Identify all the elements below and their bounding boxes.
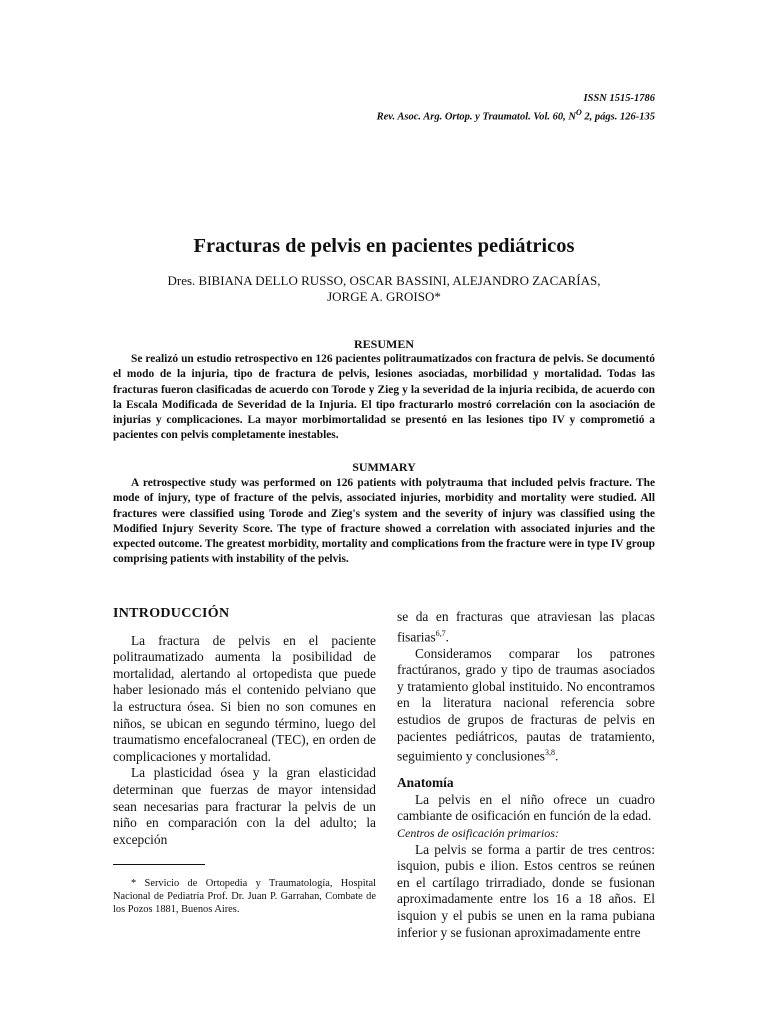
citation: 3,8 [545,748,556,758]
journal-reference: Rev. Asoc. Arg. Ortop. y Traumatol. Vol. 60, $N^O$ 2, págs. 126-135 [376,108,655,123]
footnote-divider [113,864,205,865]
authors [150,273,618,305]
citation: 6,7 [435,628,446,638]
issn: ISSN 1515-1786 [583,93,655,104]
left-column [113,606,376,848]
subheading-centros: Centros de osificación primarios: [397,826,559,841]
article-title: Fracturas de pelvis en pacientes pediátricos [193,235,575,257]
summary-text: A retrospective study was performed on 126 patients with polytrauma that included pelvis fracture. The mode of injury, type of fracture of the pelvis, associated injuries, morbidity and mortality were studied. All fractures were classified using Torode and Zieg's system and the severity of injury was classified using the Modified Injury Severity Score. The type of fracture showed a correlation with associated injuries and the expected outcome. The greatest morbidity, mortality and complications from the fracture were in type IV group comprising patients with instability of the pelvis. [113,477,655,566]
summary-heading: SUMMARY [352,460,416,474]
section-heading-introduccion: INTRODUCCIÓN [113,606,230,621]
anatomia-paragraph-2: La pelvis se forma a partir de tres centros: isquion, pubis e ilion. Estos centros se reúnen en el cartílago trirradiado, donde se fusionan aproximadamente entre los 16 a 18 años. El isquion y el pubis se unen en la rama pubiana inferior y se fusionan aproximadamente entre [397,841,655,940]
authors-line-1: Dres. BIBIANA DELLO RUSSO, OSCAR BASSINI, ALEJANDRO ZACARÍAS, [167,273,601,288]
intro-paragraph-1: La fractura de pelvis en el paciente politraumatizado aumenta la posibilidad de mortalidad, alertando al ortopedista que puede haber lesionado más el contenido pelviano que la estructura ósea. Si bien no son comunes en niños, se ubican en segundo término, luego del traumatismo encefalocraneal (TEC), en orden de complicaciones y mortalidad. [113,632,376,764]
right-column [397,609,655,941]
resumen-text: Se realizó un estudio retrospectivo en 126 pacientes politraumatizados con fractura de pelvis. Se documentó el modo de la injuria, tipo de fractura de pelvis, lesiones asociadas, morbilidad y mortalidad. Todas las fracturas fueron clasificadas de acuerdo con Torode y Zieg y la severidad de la injuria recibida, de acuerdo con la Escala Modificada de Severidad de la Injuria. El tipo fracturarlo mostró correlación con la asociación de injurias y complicaciones. La mayor morbimortalidad se presentó en las lesiones tipo IV y comprometió a pacientes con pelvis completamente inestables. [113,353,655,442]
authors-line-2: JORGE A. GROISO* [327,289,441,304]
footnote: * Servicio de Ortopedia y Traumatología, Hospital Nacional de Pediatría Prof. Dr. Juan P. Garrahan, Combate de los Pozos 1881, Buenos Aires. [113,878,376,915]
intro-paragraph-2: La plasticidad ósea y la gran elasticidad determinan que fuerzas de mayor intensidad sean necesarias para fracturar la pelvis de un niño en comparación con la del adulto; la excepción [113,765,376,847]
right-paragraph-1: Consideramos comparar los patrones fractúranos, grado y tipo de traumas asociados y tratamiento global instituido. No encontramos en la literatura nacional referencia sobre estudios de grupos de fracturas de pelvis en pacientes pediátricos, pautas de tratamiento, seguimiento y conclusiones$^{3,8}$. [397,645,655,764]
anatomia-paragraph-1: La pelvis en el niño ofrece un cuadro cambiante de osificación en función de la edad. [397,791,655,824]
resumen-heading: RESUMEN [353,337,414,351]
right-paragraph-0: se da en fracturas que atraviesan las placas fisarias$^{6,7}$. [397,609,655,645]
section-heading-anatomia: Anatomía [397,775,454,791]
journal-header [377,92,655,125]
